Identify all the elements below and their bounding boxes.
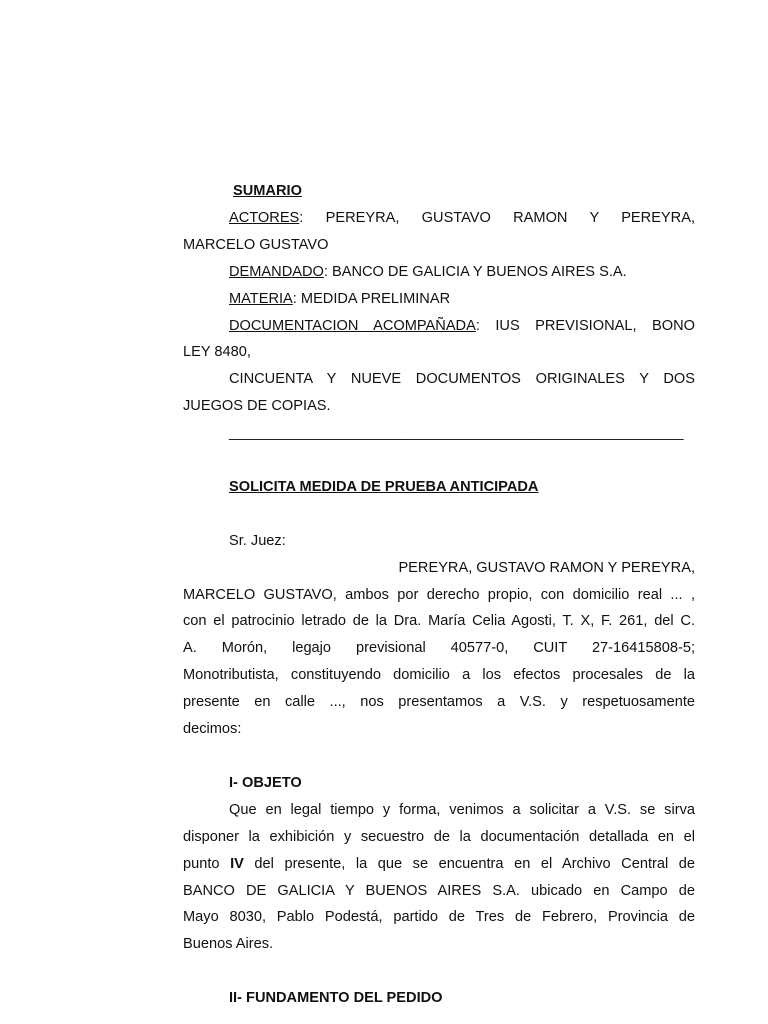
objeto-line: Mayo 8030, Pablo Podestá, partido de Tres de Febrero, Provincia de — [183, 909, 695, 926]
intro-line: PEREYRA, GUSTAVO RAMON Y PEREYRA, — [398, 559, 695, 576]
documentacion-label: DOCUMENTACION ACOMPAÑADA — [229, 317, 476, 334]
spacer — [183, 958, 695, 985]
cincuenta-line: CINCUENTA Y NUEVE DOCUMENTOS ORIGINALES Y DOS — [229, 371, 695, 388]
objeto-line: Que en legal tiempo y forma, venimos a solicitar a V.S. se sirva — [229, 801, 695, 818]
documentacion-line — [183, 313, 695, 340]
demandado-line — [183, 259, 695, 286]
demandado-value: : BANCO DE GALICIA Y BUENOS AIRES S.A. — [323, 263, 627, 280]
objeto-text: punto — [183, 855, 231, 872]
document-title: SOLICITA MEDIDA DE PRUEBA ANTICIPADA — [229, 478, 539, 495]
sumario-heading: SUMARIO — [233, 183, 302, 199]
intro-line: presente en calle ..., nos presentamos a V.S. y respetuosamente — [183, 694, 695, 711]
actores-label: ACTORES — [229, 209, 300, 226]
objeto-line: disponer la exhibición y secuestro de la documentación detallada en el — [183, 828, 695, 845]
intro-line: con el patrocinio letrado de la Dra. María Celia Agosti, T. X, F. 261, del C. — [183, 613, 695, 630]
separator-line: ________________________________________________________ — [229, 425, 684, 442]
materia-line — [183, 286, 695, 313]
spacer — [183, 447, 695, 474]
salutation: Sr. Juez: — [229, 532, 286, 549]
materia-value: : MEDIDA PRELIMINAR — [292, 290, 451, 307]
materia-label: MATERIA — [229, 290, 293, 307]
spacer — [183, 501, 695, 528]
objeto-text: del presente, la que se encuentra en el Archivo Central de — [243, 855, 695, 872]
spacer — [183, 743, 695, 770]
actores-line — [183, 205, 695, 232]
objeto-line: BANCO DE GALICIA Y BUENOS AIRES S.A. ubicado en Campo de — [183, 882, 695, 899]
intro-line: MARCELO GUSTAVO, ambos por derecho propio, con domicilio real ... , — [183, 586, 695, 603]
intro-line: A. Morón, legajo previsional 40577-0, CUIT 27-16415808-5; — [183, 640, 695, 657]
actores-continuation: MARCELO GUSTAVO — [183, 236, 329, 253]
documentacion-value: : IUS PREVISIONAL, BONO — [475, 317, 695, 334]
objeto-line: Buenos Aires. — [183, 936, 274, 953]
intro-line: Monotributista, constituyendo domicilio a los efectos procesales de la — [183, 667, 695, 684]
fundamento-heading: II- FUNDAMENTO DEL PEDIDO — [229, 990, 443, 1007]
document-page — [183, 178, 695, 1012]
intro-line: decimos: — [183, 721, 242, 738]
actores-value: : PEREYRA, GUSTAVO RAMON Y PEREYRA, — [299, 209, 695, 226]
objeto-line — [183, 851, 695, 878]
objeto-heading: I- OBJETO — [229, 774, 302, 791]
cincuenta-continuation: JUEGOS DE COPIAS. — [183, 398, 331, 415]
objeto-point-ref: IV — [230, 855, 244, 872]
demandado-label: DEMANDADO — [229, 263, 324, 280]
documentacion-continuation: LEY 8480, — [183, 344, 251, 361]
